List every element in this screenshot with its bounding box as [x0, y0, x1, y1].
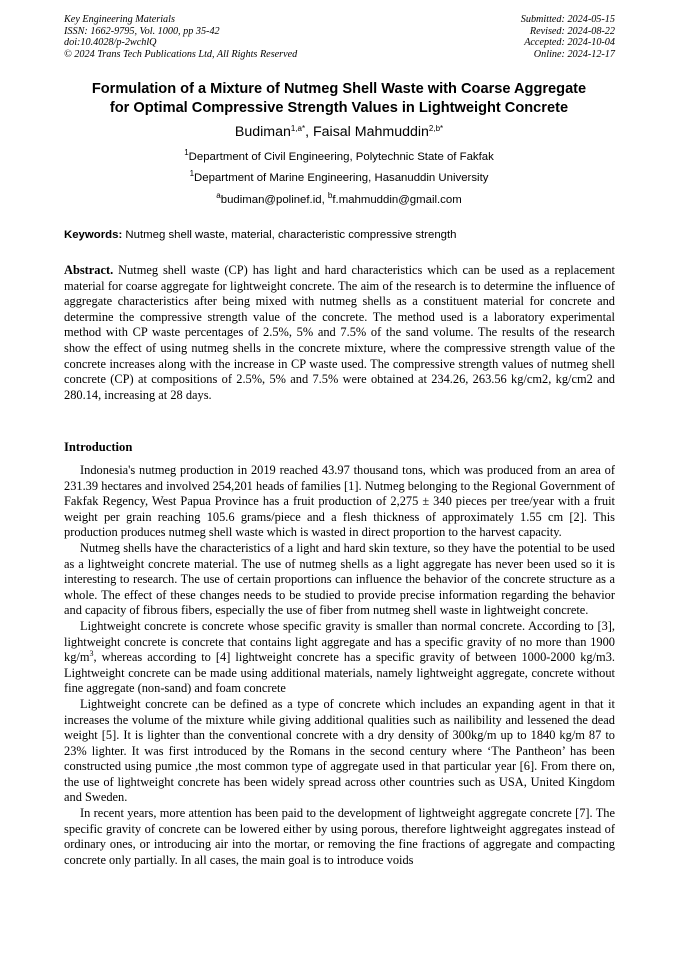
- title-line: Formulation of a Mixture of Nutmeg Shell Waste with Coarse Aggregate: [91, 81, 587, 97]
- superscript: 3: [89, 649, 94, 659]
- journal-copyright: © 2024 Trans Tech Publications Ltd, All Rights Reserved: [64, 48, 298, 60]
- author-emails: [40, 193, 638, 207]
- email-mark: b: [327, 191, 333, 200]
- title-line: for Optimal Compressive Strength Values in Lightweight Concrete: [109, 100, 569, 116]
- affiliation-mark: 1: [189, 169, 195, 178]
- date-revised: Revised: 2024-08-22: [529, 25, 615, 37]
- affiliation: [40, 171, 638, 185]
- affiliation-text: Department of Civil Engineering, Polytechnic State of Fakfak: [188, 151, 494, 163]
- author-name: Budiman: [234, 124, 291, 140]
- journal-doi: doi:10.4028/p-2wchlQ: [64, 37, 157, 49]
- section-heading: Introduction: [64, 440, 133, 454]
- email-address: budiman@polinef.id,: [220, 194, 328, 206]
- affiliation: [40, 150, 638, 164]
- paragraph: In recent years, more attention has been paid to the development of lightweight aggregate concrete [7]. The specific gravity of concrete can be lowered either by using porous, therefore lightweight aggregates instead of ordinary ones, or introducing air into the mortar, or removing the fine fractions of aggregate and compacting concrete only partially. In all cases, the main goal is to introduce voids: [64, 806, 615, 867]
- abstract-label: Abstract.: [64, 263, 114, 277]
- paper-title: [40, 80, 638, 118]
- paragraph: Nutmeg shells have the characteristics of a light and hard skin texture, so they have the potential to be used as a lightweight concrete material. The use of nutmeg shells as a light aggregate has never been used so it is interesting to research. The use of certain proportions can influence the behavior of the concrete structure as a whole. The effect of these changes needs to be studied to provide precise information regarding the behavior and capacity of fibrous fibers, especially the use of fiber from nutmeg shell waste in lightweight concrete.: [64, 540, 615, 618]
- abstract-text: Nutmeg shell waste (CP) has light and hard characteristics which can be used as a replacement material for coarse aggregate for lightweight concrete. The aim of the research is to determine the influence of aggregate characteristics after being mixed with nutmeg shells as a constituent material for concrete and determine the compressive strength value of the concrete. The method used is a laboratory experimental method with CP waste percentages of 2.5%, 5% and 7.5% of the sand volume. The results of the research show the effect of using nutmeg shells in the concrete mixture, where the compressive strength value of the concrete increases along with the increase in CP waste used. The compressive strength values of nutmeg shell concrete (CP) at compositions of 2.5%, 5% and 7.5% were obtained at 234.26, 263.56 kg/cm2, kg/cm2 and 280.14, increasing at 28 days.: [64, 263, 615, 402]
- paragraph-text: , whereas according to [4] lightweight concrete has a specific gravity of between 1000-2000 kg/m3. Lightweight concrete can be made using additional materials, namely lightweight aggregate, concrete without fine aggregate (non-sand) and foam concrete: [64, 650, 615, 696]
- date-submitted: Submitted: 2024-05-15: [520, 14, 615, 25]
- journal-name: Key Engineering Materials: [64, 14, 175, 25]
- publication-dates: [521, 14, 615, 60]
- introduction-body: [64, 463, 615, 868]
- journal-issn: ISSN: 1662-9795, Vol. 1000, pp 35-42: [64, 25, 220, 37]
- keywords-label: Keywords:: [64, 229, 123, 241]
- journal-info: [64, 14, 297, 60]
- keywords: [64, 228, 616, 242]
- author-list: [40, 123, 638, 141]
- paragraph: Indonesia's nutmeg production in 2019 reached 43.97 thousand tons, which was produced from an area of 231.39 hectares and involved 254,201 heads of families [1]. Nutmeg belonging to the Regional Government of Fakfak Regency, West Papua Province has a fruit production of 2,275 ± 340 pieces per tree/year with a fruit weight per grain reaching 105.6 grams/piece and a flesh thickness of approximately 1.55 cm [2]. This production produces nutmeg shell waste which is wasted in direct proportion to the harvest capacity.: [64, 463, 615, 540]
- date-accepted: Accepted: 2024-10-04: [524, 37, 615, 49]
- paragraph: [64, 619, 615, 697]
- author-affiliation-mark: 2,b*: [428, 124, 444, 133]
- abstract: [64, 263, 615, 403]
- author-affiliation-mark: 1,a*: [290, 124, 306, 133]
- paragraph: Lightweight concrete can be defined as a type of concrete which includes an expanding agent in that it increases the volume of the mixture while giving additional qualities such as nailibility and lessened the dead weight [5]. It is lighter than the conventional concrete with a dry density of 300kg/m up to 1840 kg/m 87 to 23% lighter. It was first introduced by the Romans in the second century where ‘The Pantheon’ has been constructed using pumice ,the most common type of aggregate used in that particular year [6]. From there on, the use of lightweight concrete has been widely spread across other countries such as USA, United Kingdom and Sweden.: [64, 696, 615, 805]
- affiliation-text: Department of Marine Engineering, Hasanuddin University: [194, 172, 489, 184]
- affiliation-mark: 1: [184, 148, 189, 157]
- author-separator: ,: [305, 124, 313, 140]
- email-mark: a: [216, 191, 221, 200]
- date-online: Online: 2024-12-17: [533, 48, 615, 60]
- email-address: f.mahmuddin@gmail.com: [332, 194, 462, 206]
- keywords-text: Nutmeg shell waste, material, characteristic compressive strength: [122, 229, 457, 241]
- author-name: Faisal Mahmuddin: [312, 124, 429, 140]
- paragraph-text: Lightweight concrete is concrete whose specific gravity is smaller than normal concrete. According to [3], lightweight concrete is concrete that contains light aggregate and has a specific gravity of no more than 1900 kg/m: [64, 618, 615, 665]
